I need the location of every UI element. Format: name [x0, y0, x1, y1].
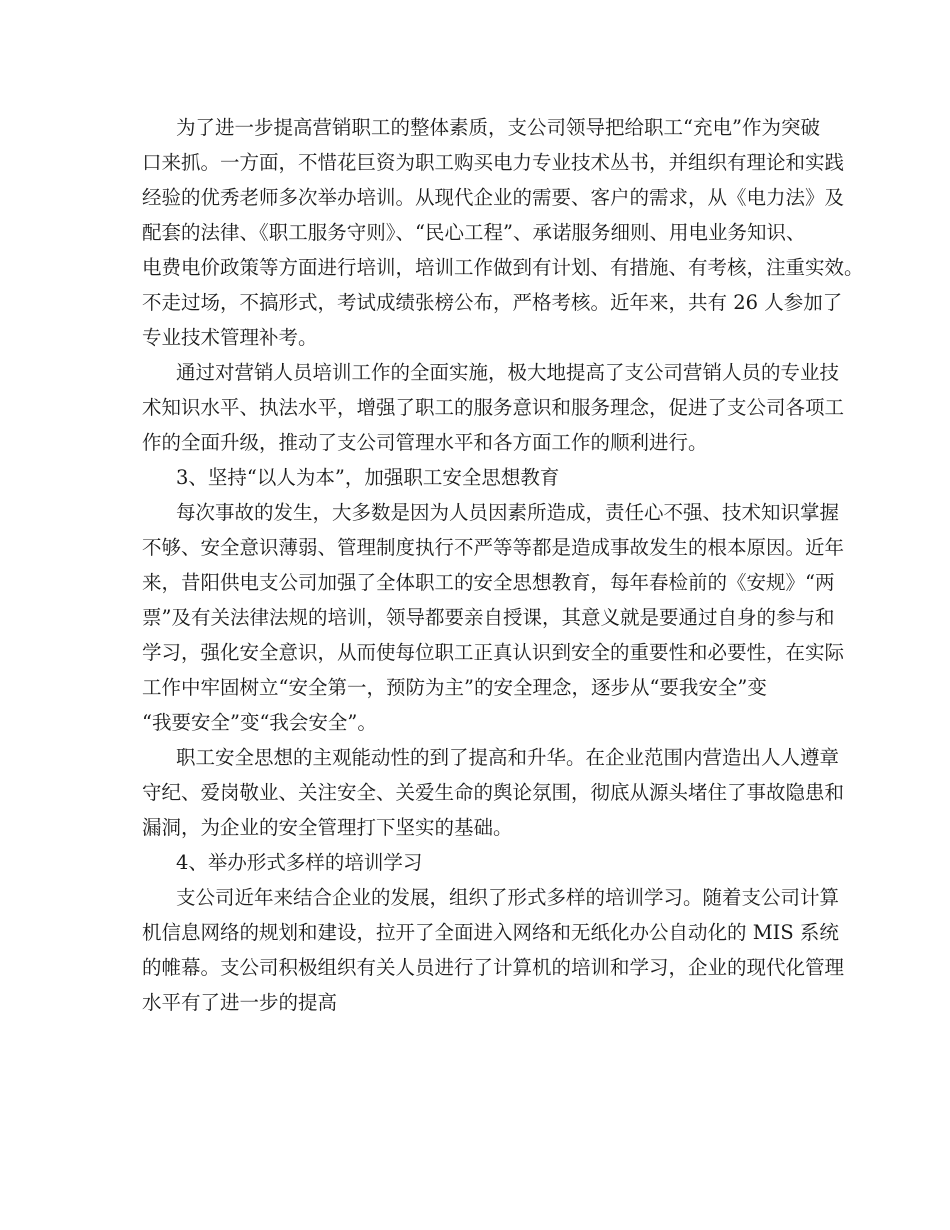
text-line: 配套的法律、《职工服务守则》、“民心工程”、承诺服务细则、用电业务知识、	[142, 221, 806, 244]
text-line: 作的全面升级，推动了支公司管理水平和各方面工作的顺利进行。	[142, 431, 708, 454]
text-line: 学习，强化安全意识，从而使每位职工正真认识到安全的重要性和必要性，在实际	[142, 641, 845, 664]
text-line: 电费电价政策等方面进行培训，培训工作做到有计划、有措施、有考核，注重实效。	[142, 256, 864, 279]
text-line: 不走过场，不搞形式，考试成绩张榜公布，严格考核。近年来，共有 26 人参加了	[142, 291, 843, 314]
section-heading: 3、坚持“以人为本”，加强职工安全思想教育	[176, 466, 560, 489]
text-line: 支公司近年来结合企业的发展，组织了形式多样的培训学习。随着支公司计算	[176, 886, 840, 909]
text-line: 不够、安全意识薄弱、管理制度执行不严等等都是造成事故发生的根本原因。近年	[142, 536, 845, 559]
text-line: 来，昔阳供电支公司加强了全体职工的安全思想教育，每年春检前的《安规》“两	[142, 571, 835, 594]
text-line: 术知识水平、执法水平，增强了职工的服务意识和服务理念，促进了支公司各项工	[142, 396, 845, 419]
text-line: 票”及有关法律法规的培训，领导都要亲自授课，其意义就是要通过自身的参与和	[142, 606, 835, 629]
text-line: “我要安全”变“我会安全”。	[142, 711, 377, 734]
text-line: 专业技术管理补考。	[142, 326, 318, 349]
section-heading: 4、举办形式多样的培训学习	[176, 851, 423, 874]
text-line: 每次事故的发生，大多数是因为人员因素所造成，责任心不强、技术知识掌握	[176, 501, 840, 524]
text-line: 水平有了进一步的提高	[142, 991, 338, 1014]
text-line: 的帷幕。支公司积极组织有关人员进行了计算机的培训和学习，企业的现代化管理	[142, 956, 845, 979]
text-line: 职工安全思想的主观能动性的到了提高和升华。在企业范围内营造出人人遵章	[176, 746, 840, 769]
text-line: 为了进一步提高营销职工的整体素质，支公司领导把给职工“充电”作为突破	[176, 116, 820, 139]
text-line: 守纪、爱岗敬业、关注安全、关爱生命的舆论氛围，彻底从源头堵住了事故隐患和	[142, 781, 845, 804]
text-line: 经验的优秀老师多次举办培训。从现代企业的需要、客户的需求，从《电力法》及	[142, 186, 845, 209]
text-line: 通过对营销人员培训工作的全面实施，极大地提高了支公司营销人员的专业技	[176, 361, 840, 384]
text-line: 工作中牢固树立“安全第一，预防为主”的安全理念，逐步从“要我安全”变	[142, 676, 767, 699]
text-line: 口来抓。一方面，不惜花巨资为职工购买电力专业技术丛书，并组织有理论和实践	[142, 151, 845, 174]
text-line: 机信息网络的规划和建设，拉开了全面进入网络和无纸化办公自动化的 MIS 系统	[142, 921, 839, 944]
text-line: 漏洞，为企业的安全管理打下坚实的基础。	[142, 816, 513, 839]
